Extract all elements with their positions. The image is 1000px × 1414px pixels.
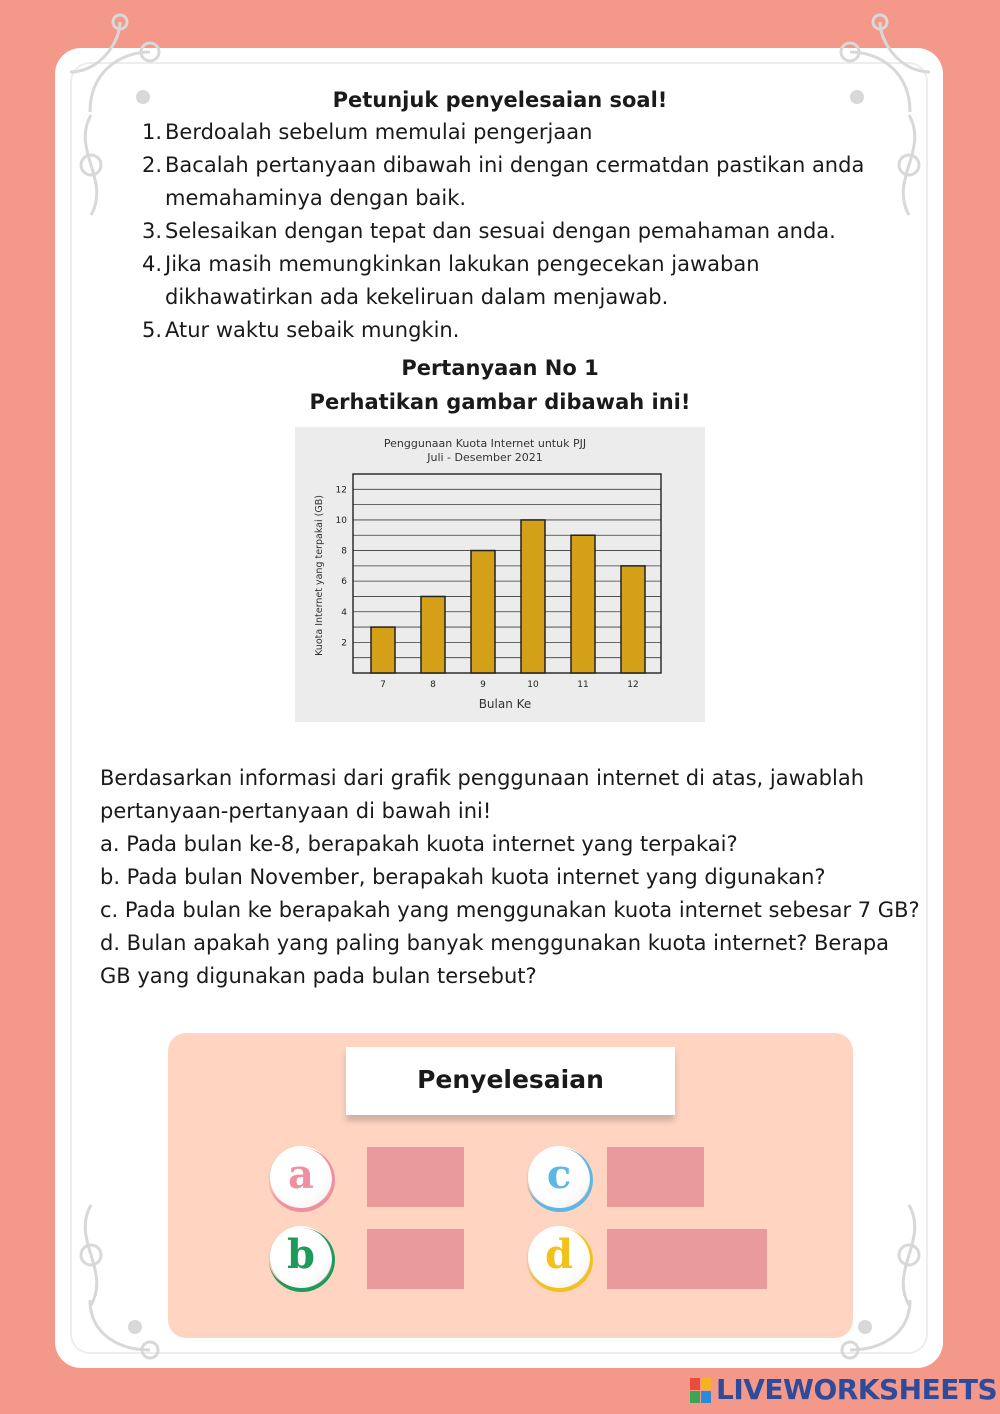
x-tick-label: 9 xyxy=(480,680,486,690)
bar-month-11 xyxy=(571,535,595,673)
instructions-title: Petunjuk penyelesaian soal! xyxy=(332,88,668,112)
y-tick-label: 10 xyxy=(335,515,347,526)
x-tick-label: 11 xyxy=(577,680,589,690)
answer-box-a[interactable] xyxy=(367,1147,464,1207)
instruction-text: Selesaikan dengan tepat dan sesuai dengan pemahaman anda. xyxy=(165,219,836,243)
instruction-number: 2. xyxy=(142,153,163,177)
instruction-text: Bacalah pertanyaan dibawah ini dengan cermatdan pastikan anda memahaminya dengan baik. xyxy=(165,153,865,210)
footer-brand-text: LIVEWORKSHEETS xyxy=(716,1373,998,1406)
answer-label-c xyxy=(528,1146,590,1208)
bar-month-7 xyxy=(371,627,395,673)
question-item-a: a. Pada bulan ke-8, berapakah kuota internet yang terpakai? xyxy=(100,832,738,856)
answer-label-a xyxy=(270,1146,332,1208)
instructions-list xyxy=(142,116,912,347)
answer-box-d[interactable] xyxy=(607,1229,767,1289)
bar-month-10 xyxy=(521,520,545,673)
liveworksheets-logo-icon xyxy=(690,1378,712,1404)
question-intro: Berdasarkan informasi dari grafik penggunaan internet di atas, jawablah pertanyaan-pertanyaan di bawah ini! xyxy=(100,766,864,823)
answer-letter-b: b xyxy=(287,1231,315,1278)
footer-brand[interactable] xyxy=(690,1373,998,1409)
chart-subtitle: Juli - Desember 2021 xyxy=(427,451,543,464)
bar-month-12 xyxy=(621,566,645,673)
question-subtitle: Perhatikan gambar dibawah ini! xyxy=(309,390,691,414)
y-tick-label: 8 xyxy=(341,546,347,557)
y-tick-label: 12 xyxy=(335,485,347,496)
bar-chart xyxy=(295,427,705,722)
question-item-c: c. Pada bulan ke berapakah yang menggunakan kuota internet sebesar 7 GB? xyxy=(100,898,920,922)
bar-month-9 xyxy=(471,551,495,673)
answer-box-b[interactable] xyxy=(367,1229,464,1289)
answer-box-c[interactable] xyxy=(607,1147,704,1207)
question-block xyxy=(100,762,920,993)
question-item-d: d. Bulan apakah yang paling banyak menggunakan kuota internet? Berapa GB yang digunakan pada bulan tersebut? xyxy=(100,931,890,988)
instruction-item xyxy=(142,149,912,215)
bar-month-8 xyxy=(421,596,445,673)
instruction-number: 4. xyxy=(142,252,163,276)
chart-title: Penggunaan Kuota Internet untuk PJJ xyxy=(383,437,587,450)
instruction-number: 3. xyxy=(142,219,163,243)
x-tick-label: 8 xyxy=(430,680,436,690)
instruction-item xyxy=(142,248,912,314)
instruction-number: 1. xyxy=(142,120,163,144)
instruction-number: 5. xyxy=(142,318,163,342)
answer-label-b xyxy=(270,1226,332,1288)
instruction-text: Atur waktu sebaik mungkin. xyxy=(165,318,460,342)
answer-letter-c: c xyxy=(546,1151,572,1198)
y-tick-label: 2 xyxy=(341,638,347,649)
instruction-text: Jika masih memungkinkan lakukan pengecekan jawaban dikhawatirkan ada kekeliruan dalam menjawab. xyxy=(165,252,760,309)
question-item-b: b. Pada bulan November, berapakah kuota internet yang digunakan? xyxy=(100,865,826,889)
y-axis-label: Kuota Internet yang terpakai (GB) xyxy=(314,495,325,656)
instruction-item xyxy=(142,215,912,248)
x-tick-label: 12 xyxy=(627,680,639,690)
x-tick-label: 7 xyxy=(380,680,386,690)
y-tick-label: 6 xyxy=(341,577,347,588)
question-number-title: Pertanyaan No 1 xyxy=(401,356,599,380)
y-tick-label: 4 xyxy=(341,607,347,618)
x-axis-label: Bulan Ke xyxy=(478,697,532,711)
instruction-item xyxy=(142,314,912,347)
answer-title: Penyelesaian xyxy=(346,1047,675,1115)
x-tick-label: 10 xyxy=(527,680,539,690)
bar-chart-svg xyxy=(295,427,705,722)
answer-letter-d: d xyxy=(545,1231,573,1278)
answer-label-d xyxy=(528,1226,590,1288)
instruction-text: Berdoalah sebelum memulai pengerjaan xyxy=(165,120,593,144)
instruction-item xyxy=(142,116,912,149)
answer-letter-a: a xyxy=(288,1151,314,1198)
